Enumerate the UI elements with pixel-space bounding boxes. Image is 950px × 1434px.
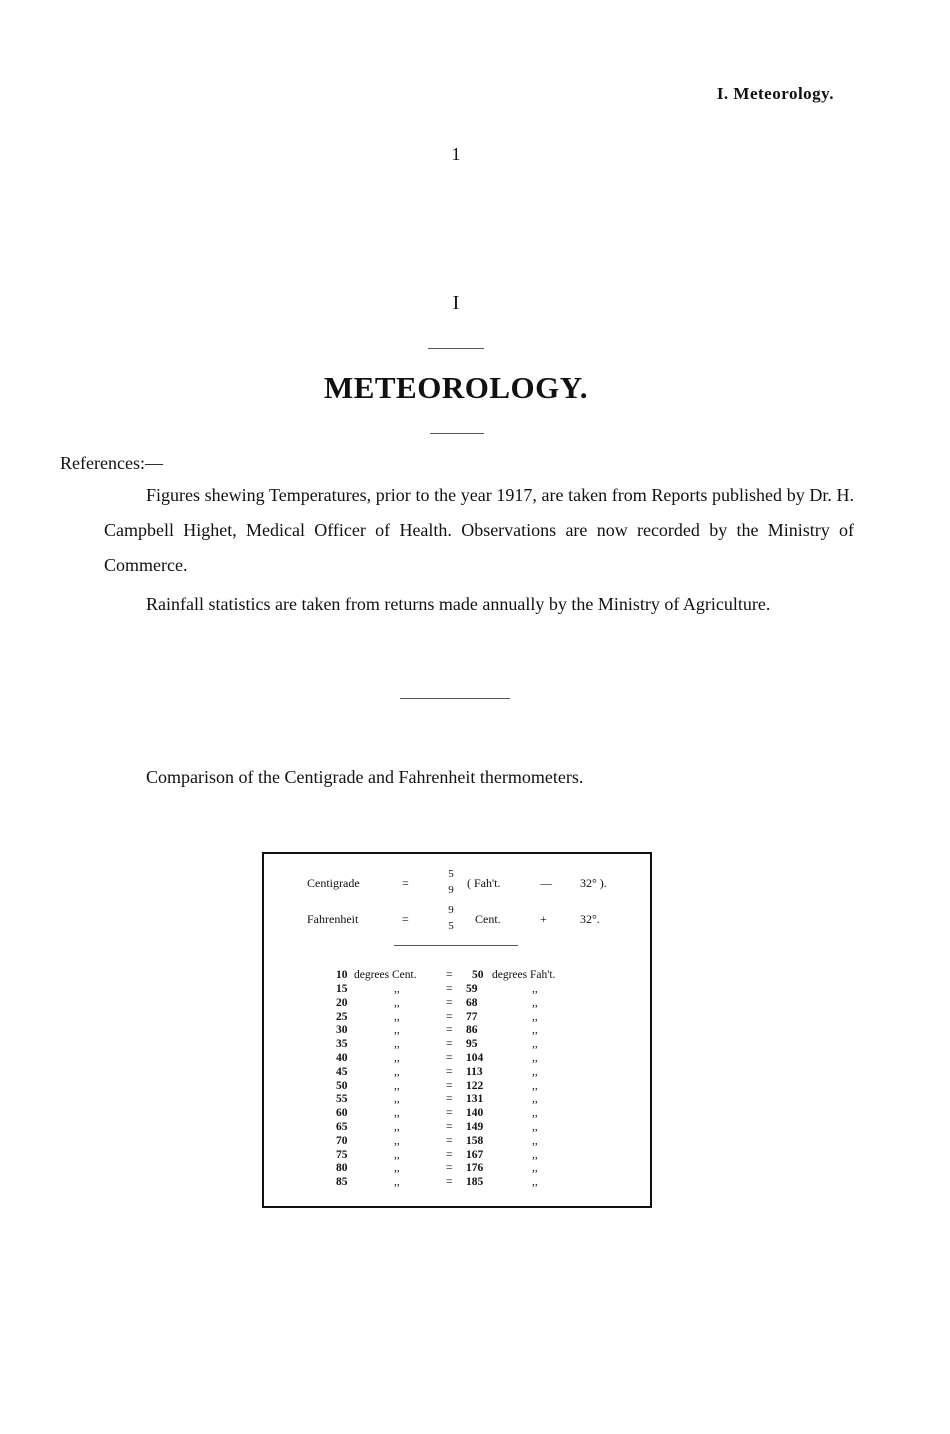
- table-cell-ditto-fah: ,,: [532, 1176, 538, 1189]
- formula-2-equals: =: [402, 912, 409, 926]
- table-cell-fah: 167: [466, 1148, 484, 1161]
- table-cell-ditto-fah: ,,: [532, 1052, 538, 1064]
- table-cell-fah: 104: [466, 1052, 484, 1064]
- table-row: [336, 1121, 636, 1135]
- table-cell-ditto-cent: ,,: [394, 1134, 400, 1147]
- table-cell-ditto-cent: ,,: [394, 1065, 400, 1078]
- table-cell-ditto-fah: ,,: [532, 1010, 538, 1023]
- table-cell-fah: 68: [466, 996, 478, 1009]
- table-header-row: [336, 969, 636, 983]
- table-cell-fah: 59: [466, 983, 478, 995]
- table-cell-ditto-fah: ,,: [532, 1038, 538, 1051]
- table-cell-equals: =: [446, 1038, 453, 1051]
- table-cell-ditto-cent: ,,: [394, 1148, 400, 1161]
- table-cell-equals: =: [446, 1134, 453, 1147]
- header-equals: =: [446, 969, 453, 981]
- table-cell-equals: =: [446, 1162, 453, 1175]
- table-cell-ditto-cent: ,,: [394, 1121, 400, 1133]
- divider-rule: [428, 348, 484, 349]
- table-cell-ditto-fah: ,,: [532, 1121, 538, 1133]
- table-cell-equals: =: [446, 996, 453, 1009]
- table-cell-ditto-fah: ,,: [532, 1107, 538, 1120]
- table-cell-equals: =: [446, 1065, 453, 1078]
- divider-rule: [400, 698, 510, 699]
- table-row: [336, 1066, 636, 1080]
- table-cell-fah: 149: [466, 1121, 484, 1133]
- table-row: [336, 1135, 636, 1149]
- table-cell-cent: 85: [336, 1176, 348, 1189]
- table-row: [336, 1024, 636, 1038]
- table-row: [336, 1080, 636, 1094]
- formula-2-label: Fahrenheit: [307, 912, 359, 926]
- table-cell-cent: 55: [336, 1093, 348, 1106]
- section-numeral: I: [452, 292, 460, 314]
- table-cell-fah: 122: [466, 1079, 484, 1092]
- table-cell-ditto-fah: ,,: [532, 1134, 538, 1147]
- table-cell-cent: 45: [336, 1065, 348, 1078]
- formula-2-operator: +: [540, 912, 547, 926]
- references-label: References:—: [60, 453, 163, 473]
- table-cell-cent: 30: [336, 1024, 348, 1037]
- table-cell-ditto-cent: ,,: [394, 1010, 400, 1023]
- table-cell-equals: =: [446, 1010, 453, 1023]
- header-cent-unit: degrees Cent.: [354, 969, 417, 981]
- formula-2-constant: 32°.: [580, 912, 600, 926]
- table-cell-cent: 25: [336, 1010, 348, 1023]
- formula-2-term: Cent.: [475, 912, 501, 926]
- table-cell-equals: =: [446, 1093, 453, 1106]
- table-cell-cent: 65: [336, 1121, 348, 1133]
- header-cent-value: 10: [336, 969, 348, 981]
- formula-2-denominator: 5: [448, 920, 454, 932]
- table-cell-cent: 60: [336, 1107, 348, 1120]
- table-cell-equals: =: [446, 1148, 453, 1161]
- formula-1-label: Centigrade: [307, 876, 360, 890]
- table-row: [336, 1149, 636, 1163]
- divider-rule: [430, 433, 484, 434]
- formula-1-operator: —: [540, 876, 552, 890]
- references-paragraph-rainfall: Rainfall statistics are taken from returns made annually by the Ministry of Agriculture.: [146, 594, 771, 614]
- table-cell-ditto-cent: ,,: [394, 1093, 400, 1106]
- formula-1-term: ( Fah't.: [467, 876, 501, 890]
- table-row: [336, 983, 636, 997]
- table-cell-ditto-fah: ,,: [532, 1162, 538, 1175]
- table-cell-ditto-cent: ,,: [394, 1038, 400, 1051]
- table-cell-equals: =: [446, 1107, 453, 1120]
- table-cell-cent: 20: [336, 996, 348, 1009]
- table-cell-ditto-cent: ,,: [394, 996, 400, 1009]
- page-title: METEOROLOGY.: [323, 370, 589, 405]
- table-row: [336, 997, 636, 1011]
- table-cell-fah: 95: [466, 1038, 478, 1051]
- table-cell-fah: 176: [466, 1162, 484, 1175]
- formula-1-numerator: 5: [448, 868, 454, 880]
- table-cell-cent: 40: [336, 1052, 348, 1064]
- table-cell-cent: 15: [336, 983, 348, 995]
- table-cell-ditto-cent: ,,: [394, 1162, 400, 1175]
- table-cell-equals: =: [446, 1024, 453, 1037]
- table-cell-ditto-cent: ,,: [394, 1079, 400, 1092]
- table-cell-ditto-fah: ,,: [532, 1024, 538, 1037]
- references-paragraph-temperatures: Figures shewing Temperatures, prior to the year 1917, are taken from Reports published by Dr. H. Campbell Highet, Medical Officer of Health. Observations are now recorded by the Ministry of Commerce.: [104, 485, 854, 575]
- table-row: [336, 1162, 636, 1176]
- table-cell-cent: 35: [336, 1038, 348, 1051]
- table-cell-equals: =: [446, 1052, 453, 1064]
- table-cell-ditto-fah: ,,: [532, 1148, 538, 1161]
- table-cell-fah: 185: [466, 1176, 484, 1189]
- table-cell-cent: 70: [336, 1134, 348, 1147]
- table-cell-ditto-cent: ,,: [394, 1052, 400, 1064]
- table-cell-cent: 50: [336, 1079, 348, 1092]
- table-cell-fah: 158: [466, 1134, 484, 1147]
- table-cell-ditto-fah: ,,: [532, 996, 538, 1009]
- table-cell-cent: 80: [336, 1162, 348, 1175]
- table-cell-fah: 131: [466, 1093, 484, 1106]
- table-row: [336, 1052, 636, 1066]
- table-cell-equals: =: [446, 1121, 453, 1133]
- table-cell-equals: =: [446, 1079, 453, 1092]
- formula-1-equals: =: [402, 876, 409, 890]
- table-cell-equals: =: [446, 1176, 453, 1189]
- table-row: [336, 1093, 636, 1107]
- formula-2-numerator: 9: [448, 904, 454, 916]
- table-cell-ditto-cent: ,,: [394, 1107, 400, 1120]
- table-cell-fah: 113: [466, 1065, 483, 1078]
- table-cell-cent: 75: [336, 1148, 348, 1161]
- table-cell-fah: 86: [466, 1024, 478, 1037]
- table-row: [336, 1038, 636, 1052]
- divider-rule: [394, 945, 518, 946]
- table-cell-fah: 77: [466, 1010, 478, 1023]
- table-cell-ditto-cent: ,,: [394, 1176, 400, 1189]
- table-cell-ditto-fah: ,,: [532, 983, 538, 995]
- table-cell-ditto-cent: ,,: [394, 1024, 400, 1037]
- table-cell-ditto-fah: ,,: [532, 1065, 538, 1078]
- comparison-heading: Comparison of the Centigrade and Fahrenheit thermometers.: [146, 767, 584, 787]
- header-fah-unit: degrees Fah't.: [492, 969, 556, 981]
- table-row: [336, 1107, 636, 1121]
- page-number: 1: [451, 144, 461, 164]
- header-fah-value: 50: [472, 969, 484, 981]
- table-row: [336, 1176, 636, 1190]
- table-cell-fah: 140: [466, 1107, 484, 1120]
- table-row: [336, 1011, 636, 1025]
- table-cell-ditto-fah: ,,: [532, 1093, 538, 1106]
- formula-1-constant: 32° ).: [580, 876, 607, 890]
- table-cell-ditto-cent: ,,: [394, 983, 400, 995]
- table-cell-ditto-fah: ,,: [532, 1079, 538, 1092]
- formula-1-denominator: 9: [448, 884, 454, 896]
- running-head: I. Meteorology.: [716, 84, 834, 103]
- table-cell-equals: =: [446, 983, 453, 995]
